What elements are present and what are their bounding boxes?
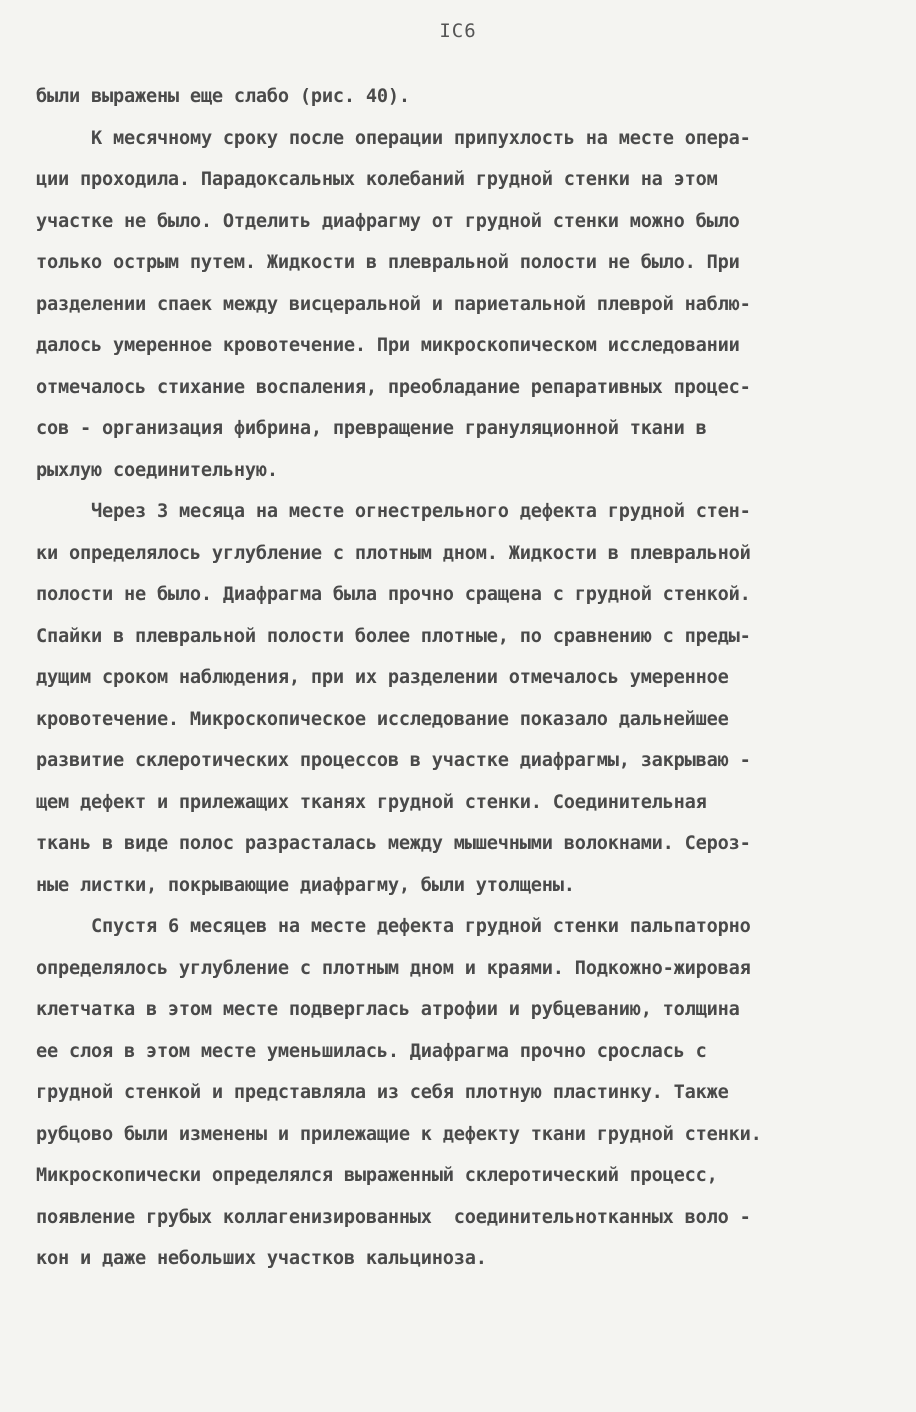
- text-line: щем дефект и прилежащих тканях грудной стенки. Соединительная: [36, 791, 707, 813]
- text-line: Микроскопически определялся выраженный склеротический процесс,: [36, 1165, 718, 1186]
- page-number: IC6: [439, 20, 477, 42]
- text-line: развитие склеротических процессов в участке диафрагмы, закрываю -: [36, 750, 751, 771]
- text-line: клетчатка в этом месте подверглась атрофии и рубцеванию, толщина: [36, 999, 740, 1020]
- text-line: были выражены еще слабо (рис. 40).: [36, 86, 410, 107]
- text-line: грудной стенкой и представляла из себя плотную пластинку. Также: [36, 1082, 729, 1103]
- text-line: отмечалось стихание воспаления, преобладание репаративных процес-: [36, 376, 751, 398]
- text-line: кон и даже небольших участков кальциноза.: [36, 1248, 487, 1269]
- text-line: ции проходила. Парадоксальных колебаний грудной стенки на этом: [36, 169, 718, 190]
- text-line: ные листки, покрывающие диафрагму, были утолщены.: [36, 874, 575, 896]
- text-line: рыхлую соединительную.: [36, 459, 278, 481]
- text-line: К месячному сроку после операции припухлость на месте опера-: [91, 127, 751, 149]
- text-line: далось умеренное кровотечение. При микроскопическом исследовании: [36, 335, 740, 356]
- text-line: ки определялось углубление с плотным дном. Жидкости в плевральной: [36, 542, 751, 564]
- text-line: сов - организация фибрина, превращение грануляционной ткани в: [36, 418, 707, 439]
- text-line: только острым путем. Жидкости в плевральной полости не было. При: [36, 252, 740, 273]
- text-line: кровотечение. Микроскопическое исследование показало дальнейшее: [36, 708, 729, 730]
- text-line: разделении спаек между висцеральной и париетальной плеврой наблю-: [36, 293, 751, 315]
- text-line: рубцово были изменены и прилежащие к дефекту ткани грудной стенки.: [36, 1123, 762, 1145]
- body-text: [36, 76, 886, 1280]
- text-line: ткань в виде полос разрасталась между мышечными волокнами. Сероз-: [36, 833, 751, 854]
- text-line: определялось углубление с плотным дном и краями. Подкожно-жировая: [36, 957, 751, 979]
- text-line: ее слоя в этом месте уменьшилась. Диафрагма прочно срослась с: [36, 1040, 707, 1062]
- text-line: участке не было. Отделить диафрагму от грудной стенки можно было: [36, 210, 740, 232]
- text-line: полости не было. Диафрагма была прочно сращена с грудной стенкой.: [36, 584, 751, 605]
- text-line: Через 3 месяца на месте огнестрельного дефекта грудной стен-: [91, 501, 751, 522]
- text-line: дущим сроком наблюдения, при их разделении отмечалось умеренное: [36, 667, 729, 688]
- text-line: Спустя 6 месяцев на месте дефекта грудной стенки пальпаторно: [91, 916, 751, 937]
- text-line: Спайки в плевральной полости более плотные, по сравнению с преды-: [36, 625, 751, 647]
- text-line: появление грубых коллагенизированных соединительнотканных воло -: [36, 1206, 751, 1228]
